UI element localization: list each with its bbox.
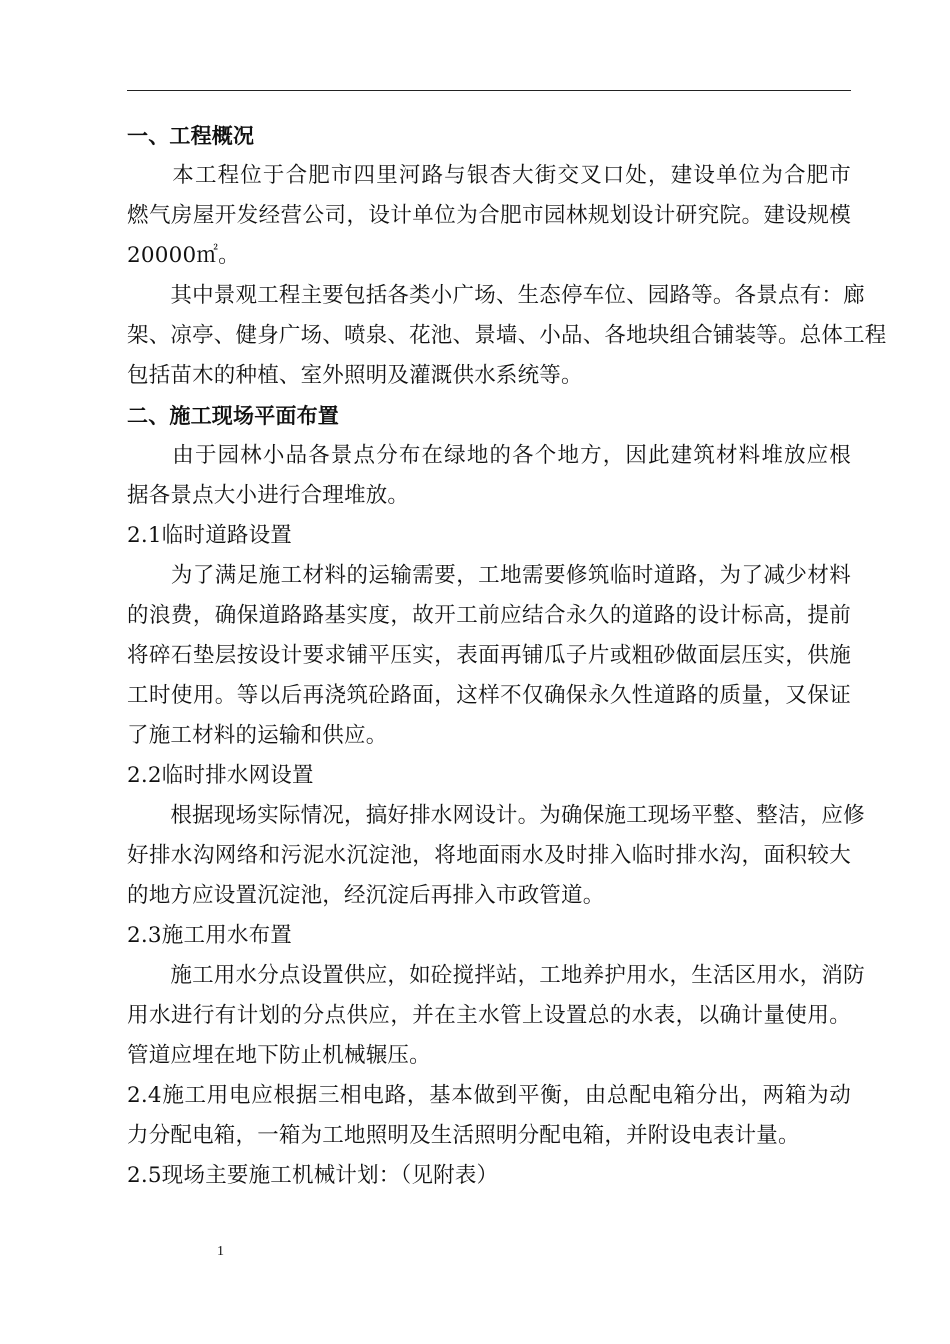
subsection-title-2-2: 2.2临时排水网设置 <box>127 763 314 788</box>
paragraph-line: 好排水沟网络和污泥水沉淀池，将地面雨水及时排入临时排水沟，面积较大 <box>127 843 851 868</box>
paragraph-line: 其中景观工程主要包括各类小广场、生态停车位、园路等。各景点有：廊 <box>127 283 865 308</box>
section-heading-2: 二、施工现场平面布置 <box>127 404 339 428</box>
paragraph-line-2-5: 2.5现场主要施工机械计划：（见附表） <box>127 1163 499 1188</box>
paragraph-line: 包括苗木的种植、室外照明及灌溉供水系统等。 <box>127 363 583 388</box>
paragraph-line: 用水进行有计划的分点供应，并在主水管上设置总的水表，以确计量使用。 <box>127 1003 851 1028</box>
paragraph-line: 的地方应设置沉淀池，经沉淀后再排入市政管道。 <box>127 883 605 908</box>
paragraph-line: 由于园林小品各景点分布在绿地的各个地方，因此建筑材料堆放应根 <box>127 443 851 468</box>
section-heading-1: 一、工程概况 <box>127 124 255 148</box>
paragraph-line: 施工用水分点设置供应，如砼搅拌站，工地养护用水，生活区用水，消防 <box>127 963 865 988</box>
paragraph-line: 架、凉亭、健身广场、喷泉、花池、景墙、小品、各地块组合铺装等。总体工程 <box>127 323 887 348</box>
paragraph-line: 本工程位于合肥市四里河路与银杏大街交叉口处，建设单位为合肥市 <box>127 163 851 188</box>
paragraph-line: 据各景点大小进行合理堆放。 <box>127 483 410 508</box>
paragraph-line: 工时使用。等以后再浇筑砼路面，这样不仅确保永久性道路的质量，又保证 <box>127 683 851 708</box>
paragraph-line: 力分配电箱，一箱为工地照明及生活照明分配电箱，并附设电表计量。 <box>127 1123 800 1148</box>
paragraph-line: 燃气房屋开发经营公司，设计单位为合肥市园林规划设计研究院。建设规模 <box>127 203 851 228</box>
subsection-title-2-3: 2.3施工用水布置 <box>127 923 292 948</box>
header-rule <box>127 90 851 91</box>
paragraph-line: 的浪费，确保道路路基实度，故开工前应结合永久的道路的设计标高，提前 <box>127 603 851 628</box>
paragraph-line-2-4: 2.4施工用电应根据三相电路，基本做到平衡，由总配电箱分出，两箱为动 <box>127 1083 851 1108</box>
paragraph-line: 20000㎡。 <box>127 243 240 268</box>
subsection-title-2-1: 2.1临时道路设置 <box>127 523 292 548</box>
paragraph-line: 了施工材料的运输和供应。 <box>127 723 388 748</box>
paragraph-line: 为了满足施工材料的运输需要，工地需要修筑临时道路，为了减少材料 <box>127 563 851 588</box>
paragraph-line: 根据现场实际情况，搞好排水网设计。为确保施工现场平整、整洁，应修 <box>127 803 865 828</box>
page-number: 1 <box>217 1244 224 1259</box>
paragraph-line: 将碎石垫层按设计要求铺平压实，表面再铺瓜子片或粗砂做面层压实，供施 <box>127 643 851 668</box>
paragraph-line: 管道应埋在地下防止机械辗压。 <box>127 1043 431 1068</box>
